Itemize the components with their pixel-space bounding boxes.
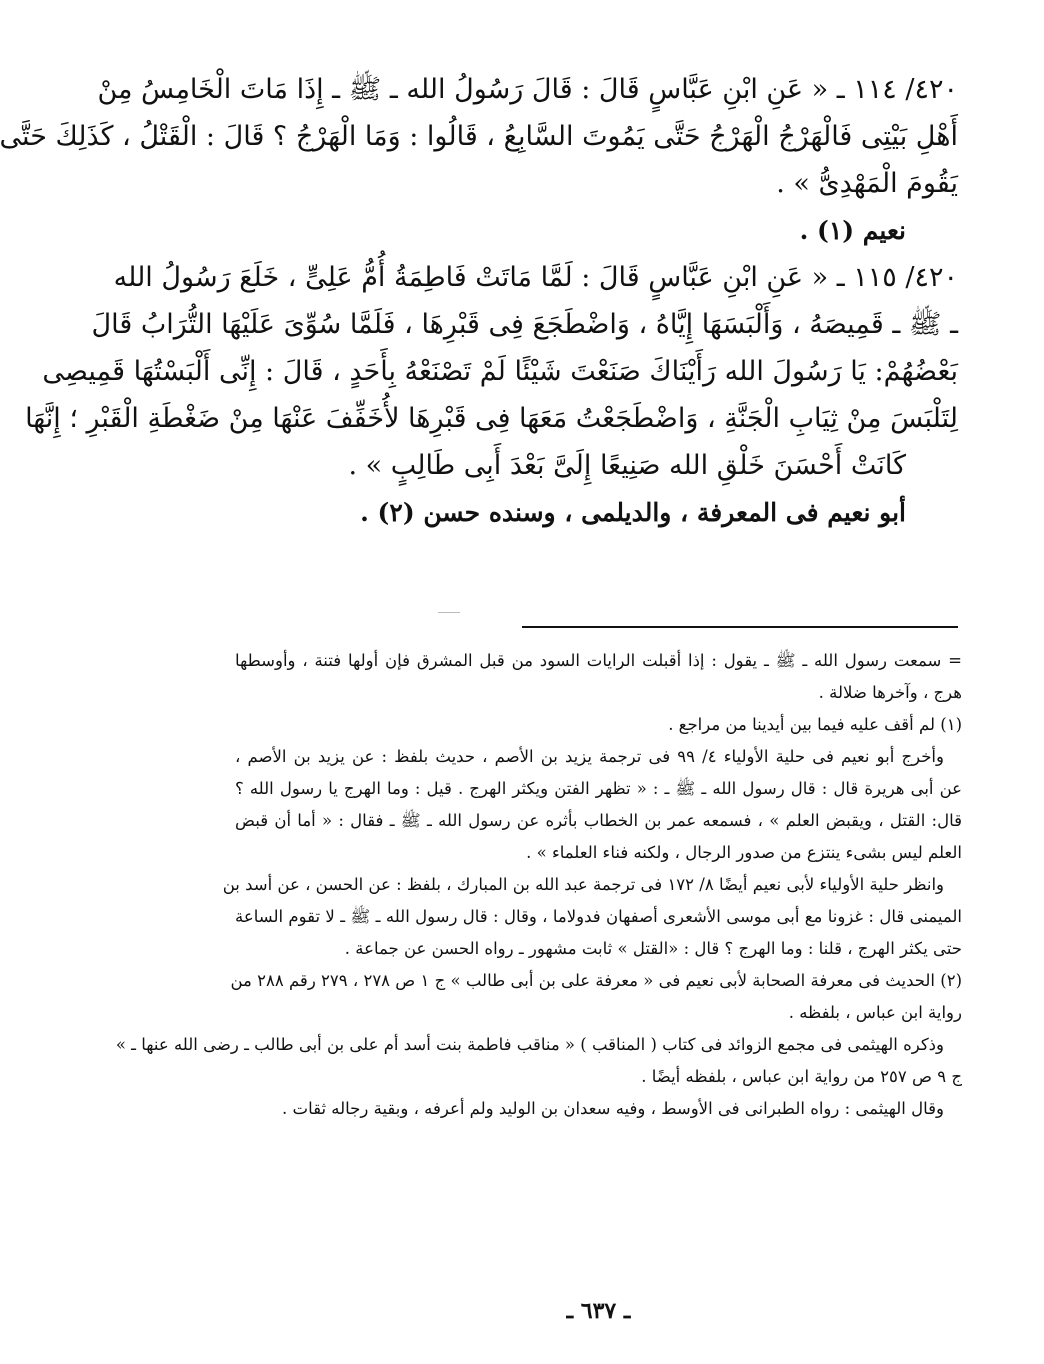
- footnote-2-line-2: رواية ابن عباس ، بلفظه .: [788, 1003, 962, 1022]
- hadith-114-source: نعيم (١) .: [799, 216, 906, 245]
- footnote-1-line-7: الميمنى قال : غزونا مع أبى موسى الأشعرى أصفهان فدولاما ، وقال : قال رسول الله ـ ﷺ ـ لا تقوم الساعة: [235, 907, 962, 926]
- hadith-115-line-1: ٤٢٠/ ١١٥ ـ « عَنِ ابْنِ عَبَّاسٍ قَالَ : لَمَّا مَاتَتْ فَاطِمَةُ أُمُّ عَلِىٍّ ، خَلَعَ رَسُولُ الله: [113, 262, 958, 293]
- hadith-115-line-5: كَانَتْ أَحْسَنَ خَلْقِ الله صَنِيعًا إِلَىَّ بَعْدَ أَبِى طَالِبٍ » .: [348, 450, 906, 481]
- footnote-1-line-3: عن أبى هريرة قال : قال رسول الله ـ ﷺ ـ : « تظهر الفتن ويكثر الهرج . قيل : وما الهرج يا رسول الله ؟: [235, 779, 962, 798]
- hadith-115-line-3: بَعْضُهُمْ: يَا رَسُولَ الله رَأَيْنَاكَ صَنَعْتَ شَيْئًا لَمْ تَصْنَعْهُ بِأَحَدٍ ، قَالَ : إِنِّى أَلْبَسْتُهَا قَمِيصِى: [42, 356, 958, 387]
- footnote-divider: [522, 626, 958, 628]
- footnote-1-line-5: العلم ليس بشىء ينتزع من صدور الرجال ، ولكنه فناء العلماء » .: [526, 843, 962, 862]
- footnote-2-line-1: (٢) الحديث فى معرفة الصحابة لأبى نعيم فى « معرفة على بن أبى طالب » ج ١ ص ٢٧٨ ، ٢٧٩ رقم ٢٨٨ من: [230, 971, 962, 990]
- footnote-continuation-line-2: هرج ، وآخرها ضلالة .: [818, 683, 962, 702]
- hadith-115-line-4: لِتَلْبَسَ مِنْ ثِيَابِ الْجَنَّةِ ، وَاضْطَجَعْتُ مَعَهَا فِى قَبْرِهَا لأُخَفِّفَ عَنْهَا مِنْ ضَغْطَةِ الْقَبْرِ ؛ إِنَّهَا: [25, 403, 958, 434]
- hadith-114-line-2: أَهْلِ بَيْتِى فَالْهَرْجُ الْهَرْجُ حَتَّى يَمُوتَ السَّابِعُ ، قَالُوا : وَمَا الْهَرْجُ ؟ قَالَ : الْقَتْلُ ، كَذَلِكَ حَتَّى: [0, 121, 958, 152]
- faint-rule: [438, 612, 460, 613]
- hadith-114-line-3: يَقُومَ الْمَهْدِىُّ » .: [776, 168, 958, 199]
- main-text: [0, 70, 958, 540]
- hadith-115-source: أبو نعيم فى المعرفة ، والديلمى ، وسنده حسن (٢) .: [360, 498, 906, 527]
- footnote-1-line-2: وأخرج أبو نعيم فى حلية الأولياء ٤/ ٩٩ فى ترجمة يزيد بن الأصم ، حديث بلفظ : عن يزيد بن الأصم ،: [235, 747, 944, 766]
- hadith-114-line-1: ٤٢٠/ ١١٤ ـ « عَنِ ابْنِ عَبَّاسٍ قَالَ : قَالَ رَسُولُ الله ـ ﷺ ـ إِذَا مَاتَ الْخَامِسُ مِنْ: [97, 74, 958, 105]
- footnote-2-line-4: ج ٩ ص ٢٥٧ من رواية ابن عباس ، بلفظه أيضًا .: [641, 1067, 962, 1086]
- footnote-1-line-6: وانظر حلية الأولياء لأبى نعيم أيضًا ٨/ ١٧٢ فى ترجمة عبد الله بن المبارك ، بلفظ : عن الحسن ، عن أسد بن: [222, 875, 944, 894]
- footnote-1-line-8: حتى يكثر الهرج ، قلنا : وما الهرج ؟ قال : «القتل » ثابت مشهور ـ رواه الحسن عن جماعة .: [344, 939, 962, 958]
- footnote-continuation-line-1: = سمعت رسول الله ـ ﷺ ـ يقول : إذا أقبلت الرايات السود من قبل المشرق فإن أولها فتنة ، وأوسطها: [235, 651, 962, 670]
- footnote-1-line-4: قال: القتل ، ويقبض العلم » ، فسمعه عمر بن الخطاب بأثره عن رسول الله ـ ﷺ ـ فقال : « أما أن قبض: [235, 811, 962, 830]
- footnote-2-line-5: وقال الهيثمى : رواه الطبرانى فى الأوسط ، وفيه سعدان بن الوليد ولم أعرفه ، وبقية رجاله ثقات .: [282, 1099, 944, 1118]
- footnote-1-line-1: (١) لم أقف عليه فيما بين أيدينا من مراجع .: [668, 715, 962, 734]
- footnote-2-line-3: وذكره الهيثمى فى مجمع الزوائد فى كتاب ( المناقب ) « مناقب فاطمة بنت أسد أم على بن أبى طالب ـ رضى الله عنها ـ »: [115, 1035, 944, 1054]
- footnotes: [115, 648, 962, 1128]
- hadith-115-line-2: ـ ﷺ ـ قَمِيصَهُ ، وَأَلْبَسَهَا إِيَّاهُ ، وَاضْطَجَعَ فِى قَبْرِهَا ، فَلَمَّا سُوِّىَ عَلَيْهَا التُّرَابُ قَالَ: [91, 309, 958, 340]
- page-number: ـ ٦٣٧ ـ: [566, 1298, 631, 1324]
